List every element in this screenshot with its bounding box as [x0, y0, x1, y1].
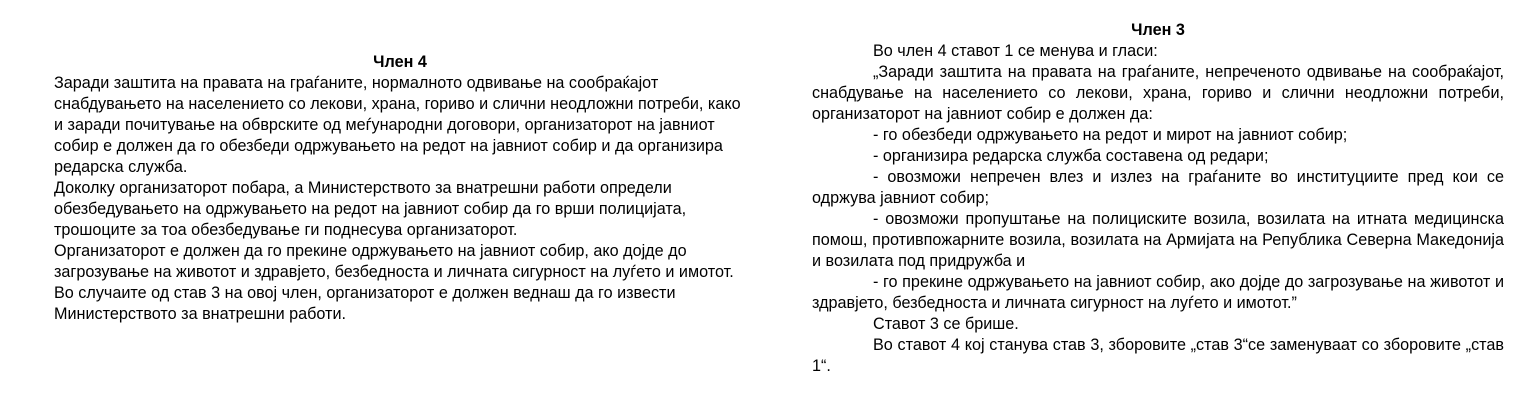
- right-paragraph-new-text: „Заради заштита на правата на граѓаните, непреченото одвивање на сообраќајот, снабдување на населението со лекови, храна, гориво и слични неодложни потреби, организаторот на јавниот собир е должен да:: [812, 63, 1504, 123]
- article-heading-left: Член 4: [373, 53, 427, 71]
- left-paragraph-3: Организаторот е должен да го прекине одржувањето на јавниот собир, ако дојде до загрозување на животот и здравјето, безбедноста и личната сигурност на луѓето и имотот.: [54, 242, 734, 281]
- right-list-item-4: - овозможи пропуштање на полициските возила, возилата на итната медицинска помош, противпожарните возила, возилата на Армијата на Република Северна Македонија и возилата под придружба и: [812, 210, 1504, 270]
- right-paragraph-replacement: Во ставот 4 кој станува став 3, зборовите „став 3“се заменуваат со зборовите „став 1“.: [812, 336, 1504, 375]
- right-list-item-3: - овозможи непречен влез и излез на граѓаните во институциите пред кои се одржува јавниот собир;: [812, 168, 1504, 207]
- left-paragraph-2: Доколку организаторот побара, а Министерството за внатрешни работи определи обезбедувањето на одржувањето на редот на јавниот собир да го врши полицијата, трошоците за тоа обезбедување ги поднесува организаторот.: [54, 179, 687, 239]
- right-list-item-1: - го обезбеди одржувањето на редот и мирот на јавниот собир;: [873, 126, 1348, 144]
- right-list-item-2: - организира редарска служба составена од редари;: [873, 147, 1269, 165]
- article-heading-right: Член 3: [1131, 21, 1185, 39]
- left-paragraph-1: Заради заштита на правата на граѓаните, нормалното одвивање на сообраќајот снабдувањето на населението со лекови, храна, гориво и слични неодложни потреби, како и заради почитување на обврските од меѓународни договори, организаторот на јавниот собир е должен да го обезбеди одржувањето на редот на јавниот собир и да организира редарска служба.: [54, 74, 741, 176]
- right-list-item-5: - го прекине одржувањето на јавниот собир, ако дојде до загрозување на животот и здравјето, безбедноста и личната сигурност на луѓето и имотот.”: [812, 273, 1504, 312]
- right-paragraph-deletion: Ставот 3 се брише.: [873, 315, 1019, 333]
- left-paragraph-4: Во случаите од став 3 на овој член, организаторот е должен веднаш да го извести Министерството за внатрешни работи.: [54, 284, 676, 323]
- right-column-amendment-article: [812, 20, 1504, 377]
- right-paragraph-intro: Во член 4 ставот 1 се менува и гласи:: [873, 42, 1158, 60]
- left-column-current-article: [54, 52, 754, 325]
